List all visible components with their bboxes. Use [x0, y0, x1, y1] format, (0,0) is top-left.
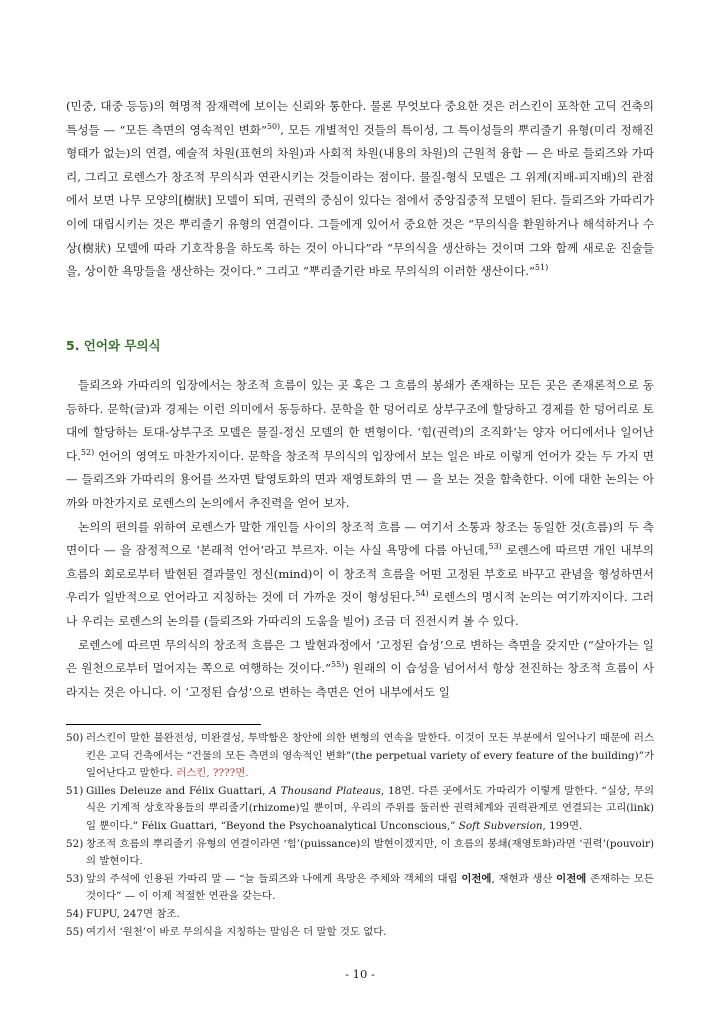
- paragraph: 논의의 편의를 위하여 로렌스가 말한 개인들 사이의 창조적 흐름 — 여기서 소통과 창조는 동일한 것(흐름)의 두 측면이다 — 을 잠정적으로 ‘본래적 언어’라고 부르자. 이는 사실 욕망에 다름 아닌데,$^{53)}$ 로렌스에 따르면 개인 내부의 흐름의 회로로부터 발현된 결과물인 정신(mind)이 이 창조적 흐름을 어떤 고정된 부호로 바꾸고 관념을 형성하면서 우리가 일반적으로 언어라고 지칭하는 것에 더 가까운 것이 형성된다.$^{54)}$ 로렌스의 명시적 논의는 여기까지이다. 그러나 우리는 로렌스의 논의를 (들뢰즈와 가따리의 도움을 빌어) 조금 더 진전시켜 볼 수 있다.: [66, 519, 654, 628]
- footnote-ref-51[interactable]: 51): [534, 263, 549, 273]
- footnote-53: 53) 앞의 주석에 인용된 가따리 말 — “늘 들뢰즈와 나에게 욕망은 주체와 객체의 대립 이전에, 재현과 생산 이전에 존재하는 모든 것이다” — 이 이제 적절한 연관을 갖는다.: [66, 872, 654, 903]
- footnote-number: 52): [66, 837, 84, 850]
- footnote-ref-52[interactable]: 52): [80, 447, 95, 457]
- footnote-number: 50): [66, 732, 84, 744]
- page-number: - 10 -: [345, 967, 375, 981]
- paragraph: 로렌스에 따르면 무의식의 창조적 흐름은 그 발현과정에서 ‘고정된 습성’으로 변하는 측면을 갖지만 (“살아가는 일은 원천으로부터 멀어지는 쪽으로 여행하는 것이다.”$^{55)}$) 원래의 이 습성을 넘어서서 항상 전진하는 창조적 흐름이 사라지는 것은 아니다. 이 ‘고정된 습성’으로 변하는 측면은 언어 내부에서도 일: [66, 637, 655, 699]
- footnote-54: 54) FUPU, 247면 참조.: [66, 906, 654, 924]
- emphasis: 이전에: [461, 872, 492, 885]
- footnote-ref-50[interactable]: 50): [266, 121, 281, 131]
- footnote-ref-55[interactable]: 55): [331, 660, 345, 670]
- footnote-ref-54[interactable]: 54): [415, 589, 429, 599]
- footnote-number: 54): [66, 907, 84, 920]
- footnote-divider: [66, 724, 261, 725]
- paragraph: 들뢰즈와 가따리의 입장에서는 창조적 흐름이 있는 곳 혹은 그 흐름의 봉쇄가 존재하는 모든 곳은 존재론적으로 동등하다. 문학(글)과 경제는 이런 의미에서 동등하다. 문학을 한 덩어리로 상부구조에 할당하고 경제를 한 덩어리로 토대에 할당하는 토대-상부구조 모델은 물질-정신 모델의 한 변형이다. ‘힘(권력)의 조직화’는 양자 어디에서나 일어난다.$^{52)}$ 언어의 영역도 마찬가지이다. 문학을 창조적 무의식의 입장에서 보는 일은 바로 이렇게 언어가 갖는 두 가지 면 — 들뢰즈와 가따리의 용어를 쓰자면 탈영토화의 면과 재영토화의 면 — 을 보는 것을 함축한다. 이에 대한 논의는 아까와 마찬가지로 로렌스의 논의에서 추진력을 얻어 보자.: [66, 378, 654, 510]
- body-text-section: [66, 374, 654, 704]
- footnote-number: 51): [66, 784, 84, 797]
- todo-reference: 러스킨, ????면.: [176, 767, 249, 780]
- book-title: Soft Subversion: [458, 819, 543, 832]
- footnote-50: 50) 러스킨이 말한 불완전성, 미완결성, 투박함은 창안에 의한 변형의 연속을 말한다. 이것이 모든 부분에서 일어나기 때문에 러스킨은 고딕 건축에서는 “건물의 모든 측면의 영속적인 변화”(the perpetual variety of every feature of the building)”가 일어난다고 말한다. 러스킨, ????면.: [66, 732, 654, 780]
- footnote-51: 51) Gilles Deleuze and Félix Guattari, A Thousand Plateaus, 18면. 다른 곳에서도 가따리가 이렇게 말한다. “실상, 무의식은 기계적 상호작용들의 뿌리줄기(rhizome)일 뿐이며, 우리의 주위를 둘러싼 권력체계와 권력관계로 연결되는 고리(link)일 뿐이다.” Félix Guattari, “Beyond the Psychoanalytical Unconscious,” Soft Subversion, 199면.: [66, 784, 654, 832]
- body-text-top: [66, 95, 654, 284]
- footnote-52: 52) 창조적 흐름의 뿌리줄기 유형의 연결이라면 ‘힘’(puissance)의 발현이겠지만, 이 흐름의 봉쇄(재영토화)라면 ‘권력’(pouvoir)의 발현이다.: [66, 837, 654, 868]
- section-heading: 5. 언어와 무의식: [66, 338, 161, 353]
- book-title: A Thousand Plateaus: [269, 784, 381, 797]
- footnote-55: 55) 여기서 ‘원천’이 바로 무의식을 지칭하는 말임은 더 말할 것도 없다.: [66, 924, 654, 942]
- footnotes: [66, 730, 654, 941]
- footnote-ref-53[interactable]: 53): [488, 542, 502, 552]
- paragraph: (민중, 대중 등등)의 혁명적 잠재력에 보이는 신뢰와 통한다. 물론 무엇보다 중요한 것은 러스킨이 포착한 고딕 건축의 특성들 — “모든 측면의 영속적인 변화”$^{50)}$, 모든 개별적인 것들의 특이성, 그 특이성들의 뿌리줄기 유형(미리 정해진 형태가 없는)의 연결, 예술적 차원(표현의 차원)과 사회적 차원(내용의 차원)의 근원적 융합 — 은 바로 들뢰즈와 가따리, 그리고 로렌스가 창조적 무의식과 연관시키는 것들이라는 점이다. 물질-형식 모델은 그 위계(지배-피지배)의 관점에서 보면 나무 모양의[樹狀] 모델이 되며, 권력의 중심이 있다는 점에서 중앙집중적 모델이 된다. 들뢰즈와 가따리가 이에 대립시키는 것은 뿌리줄기 유형의 연결이다. 그들에게 있어서 중요한 것은 “무의식을 환원하거나 해석하거나 수상(樹狀) 모델에 따라 기호작용을 하도록 하는 것이 아니다”라 “무의식을 생산하는 것이며 그와 함께 새로운 진술들을, 상이한 욕망들을 생산하는 것이다.” 그리고 “뿌리줄기란 바로 무의식의 이러한 생산이다.”$^{51)}$: [66, 99, 654, 279]
- footnote-number: 55): [66, 925, 84, 938]
- footnote-number: 53): [66, 872, 84, 885]
- emphasis: 이전에: [556, 872, 587, 885]
